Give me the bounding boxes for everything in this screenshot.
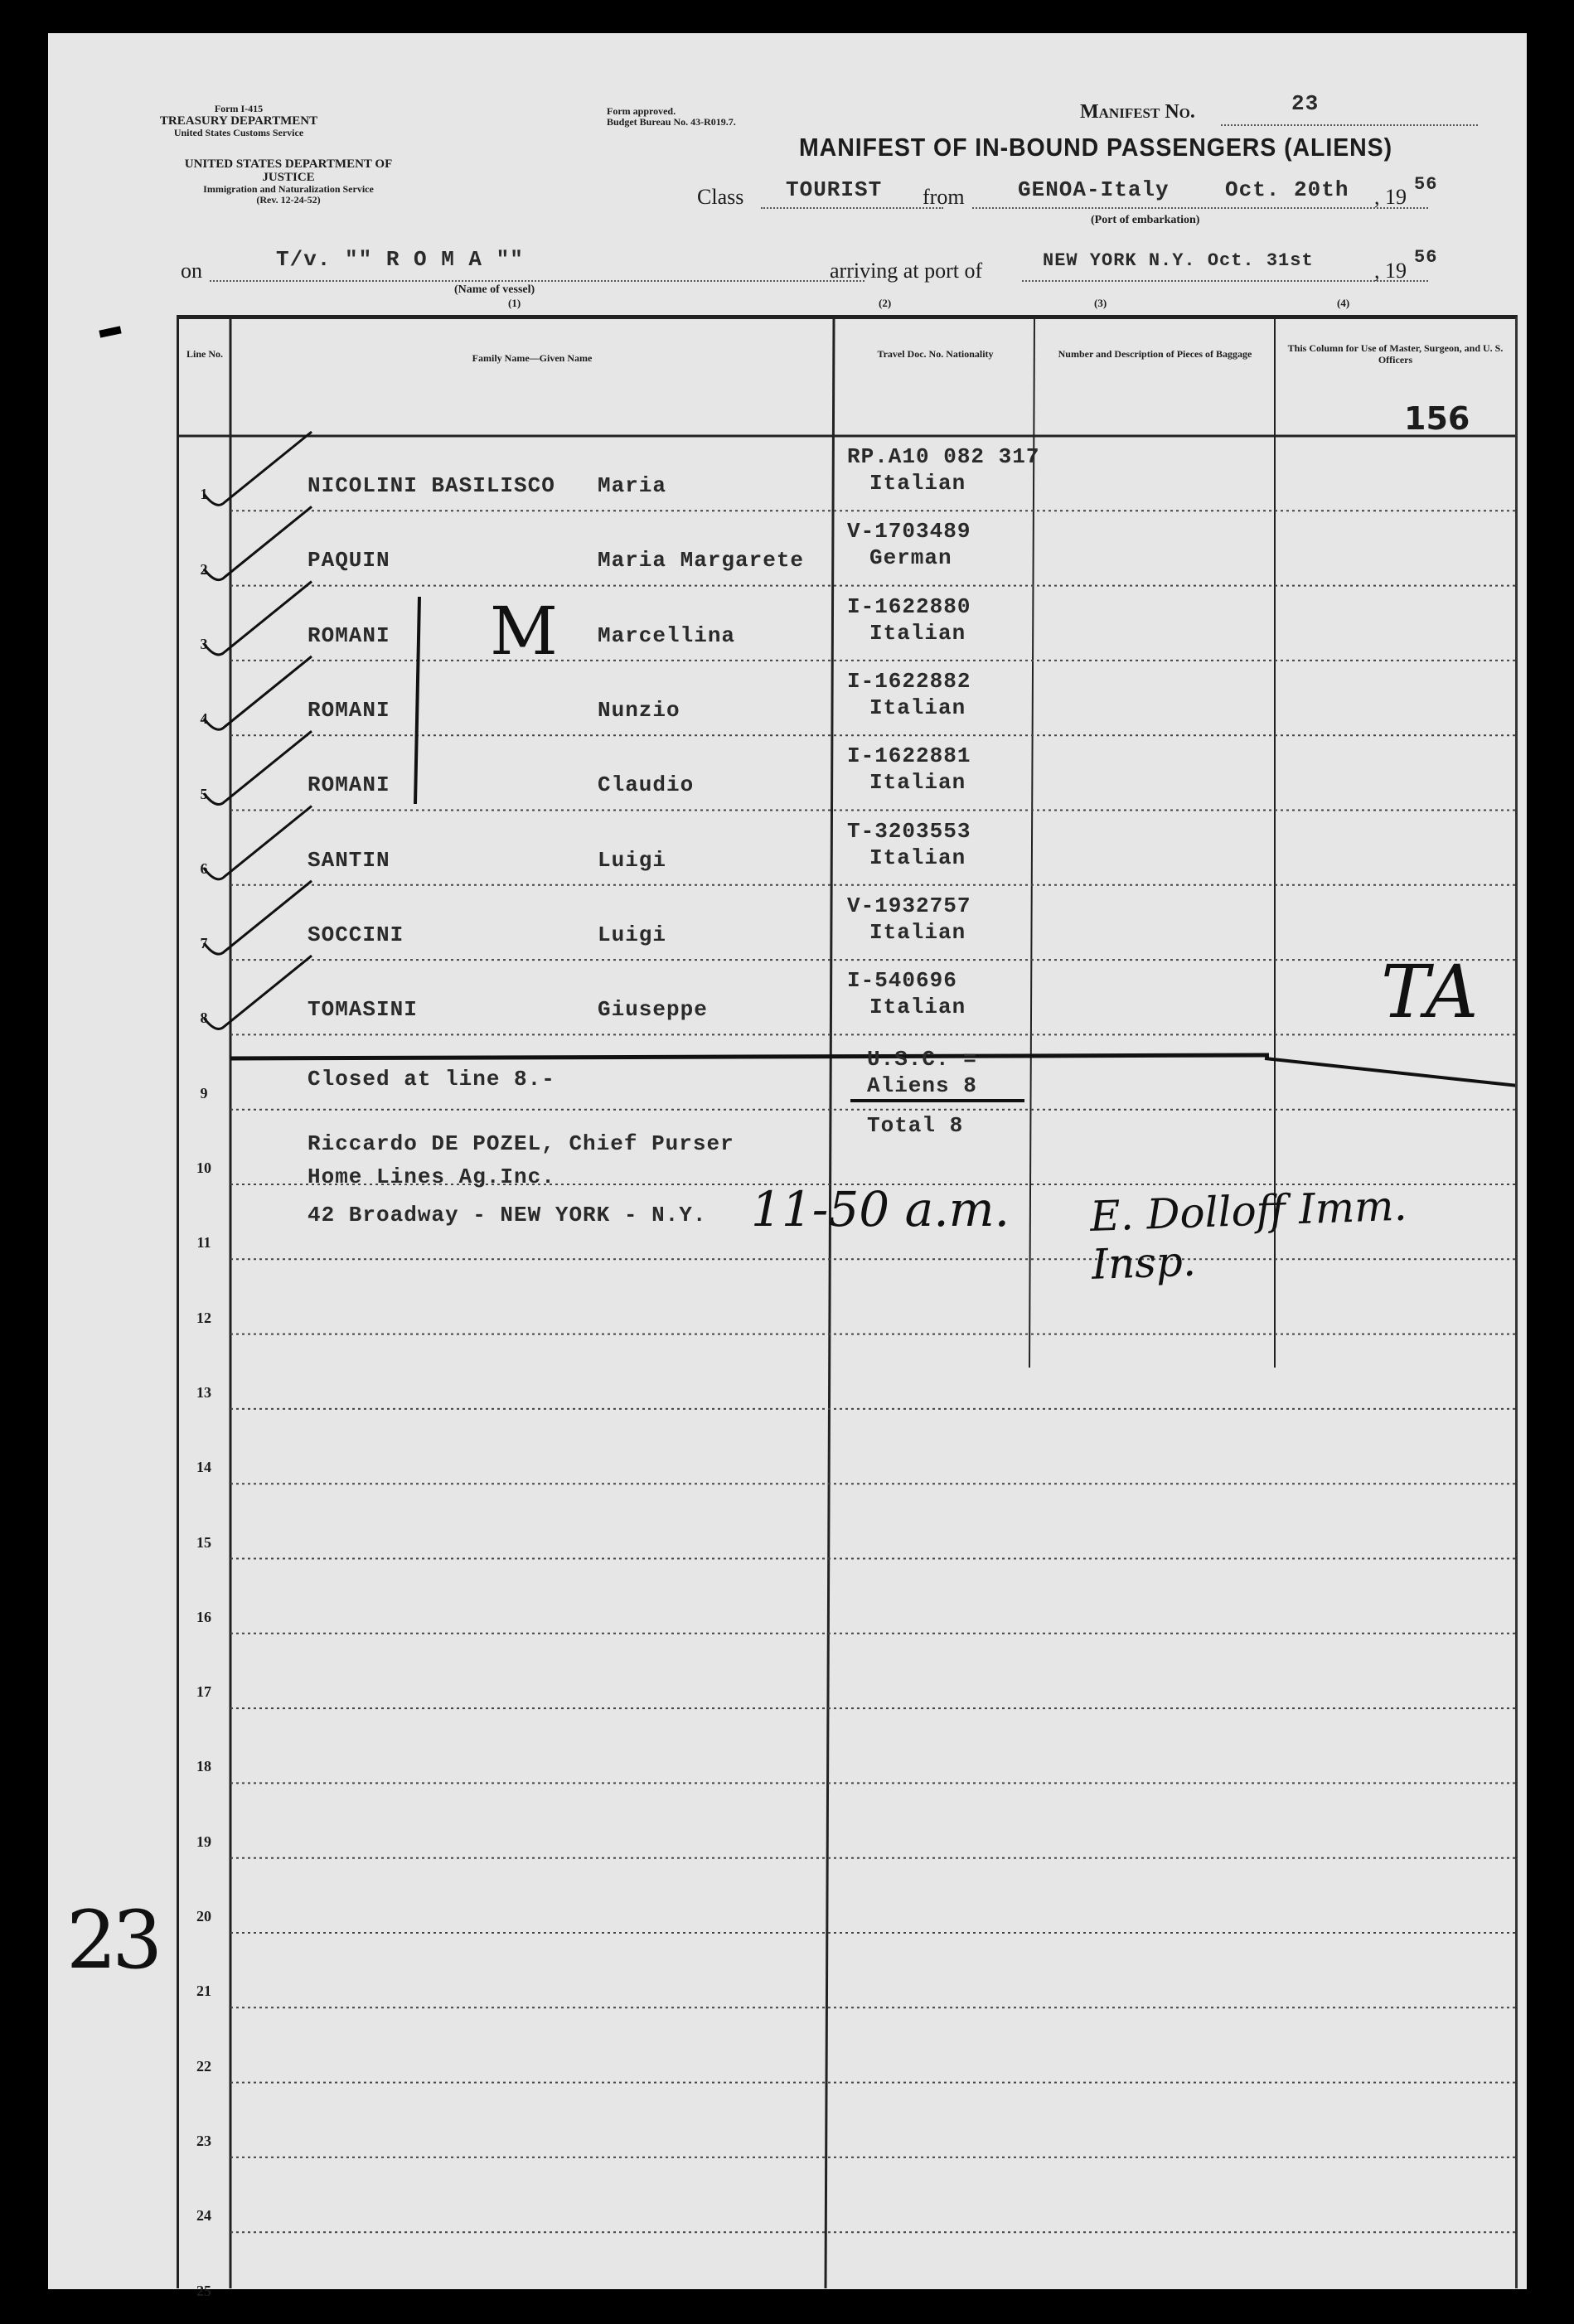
passenger-family-name: PAQUIN [308, 548, 390, 574]
manifest-no-line [1221, 124, 1478, 126]
approval-block [607, 106, 736, 128]
col2-number: (2) [879, 297, 892, 309]
arrival-line [1022, 280, 1428, 282]
aliens-count: Aliens 8 [867, 1073, 977, 1098]
from-line [972, 207, 1428, 209]
from-date: Oct. 20th [1225, 177, 1349, 202]
passenger-nationality: Italian [869, 770, 966, 796]
line-number: 18 [196, 1758, 211, 1775]
line-number: 1 [200, 486, 208, 503]
arrival-port: NEW YORK N.Y. Oct. 31st [1043, 250, 1314, 271]
class-label: Class [697, 185, 744, 209]
passenger-family-name: SOCCINI [308, 922, 404, 947]
line-no-header: Line No. [186, 348, 223, 360]
line-number: 16 [196, 1608, 211, 1625]
handwritten-m: M [490, 593, 558, 670]
ins-line: Immigration and Naturalization Service [203, 183, 374, 195]
arrival-year: 56 [1414, 247, 1438, 268]
line-number: 13 [196, 1383, 211, 1401]
passenger-given-name: Claudio [598, 772, 695, 798]
inspector-signature: E. Dolloff Imm. Insp. [1089, 1181, 1408, 1289]
col3-number: (3) [1094, 297, 1107, 309]
approval-line: Form approved. [607, 105, 676, 117]
col1-number: (1) [508, 297, 521, 309]
from-port: GENOA-Italy [1018, 177, 1170, 202]
passenger-given-name: Maria Margarete [598, 548, 805, 574]
closed-at-line: Closed at line 8.- [308, 1067, 555, 1092]
from-year-prefix: , 19 [1374, 185, 1407, 209]
passenger-travel-doc: RP.A10 082 317 [847, 444, 1040, 469]
passenger-nationality: Italian [869, 695, 966, 720]
passenger-given-name: Luigi [598, 847, 667, 873]
manifest-table [177, 315, 1518, 2299]
passenger-family-name: ROMANI [308, 622, 390, 648]
agent-address: 42 Broadway - NEW YORK - N.Y. [308, 1203, 707, 1227]
manifest-title: MANIFEST OF IN-BOUND PASSENGERS (ALIENS) [799, 133, 1393, 162]
passenger-family-name: ROMANI [308, 697, 390, 723]
revision-line: (Rev. 12-24-52) [256, 194, 321, 206]
passenger-travel-doc: V-1932757 [847, 893, 971, 918]
line-number: 19 [196, 1833, 211, 1850]
line-number: 5 [200, 785, 208, 802]
line-number: 15 [196, 1533, 211, 1551]
passenger-nationality: Italian [869, 845, 966, 870]
line-number: 17 [196, 1683, 211, 1701]
travel-doc-header: Travel Doc. No. Nationality [877, 348, 994, 360]
budget-bureau-line: Budget Bureau No. 43-R019.7. [607, 116, 736, 128]
usc-count: U.S.C. = [867, 1047, 977, 1072]
manifest-no-label: Manifest No. [1080, 101, 1195, 123]
passenger-travel-doc: I-1622880 [847, 593, 971, 619]
line-number: 2 [200, 560, 208, 578]
passenger-given-name: Nunzio [598, 697, 680, 723]
manifest-no-value: 23 [1291, 91, 1320, 116]
line-number: 23 [196, 2132, 211, 2149]
form-header-doj [172, 157, 404, 206]
col4-number: (4) [1337, 297, 1350, 309]
line-number: 11 [196, 1234, 211, 1252]
line-number: 22 [196, 2057, 211, 2075]
from-year: 56 [1414, 174, 1438, 195]
passenger-given-name: Giuseppe [598, 997, 708, 1023]
vessel-name: T/v. "" R O M A "" [276, 247, 524, 272]
name-header: Family Name—Given Name [472, 352, 593, 364]
on-label: on [181, 259, 202, 283]
port-embarkation-caption: (Port of embarkation) [1091, 214, 1200, 226]
passenger-nationality: Italian [869, 471, 966, 496]
passenger-nationality: Italian [869, 620, 966, 646]
passenger-travel-doc: I-1622881 [847, 743, 971, 769]
total-count: Total 8 [867, 1113, 964, 1138]
line-number: 20 [196, 1908, 211, 1925]
line-number: 12 [196, 1309, 211, 1326]
passenger-family-name: NICOLINI BASILISCO [308, 473, 555, 498]
class-value: TOURIST [786, 177, 883, 202]
passenger-travel-doc: I-1622882 [847, 668, 971, 694]
line-number: 24 [196, 2207, 211, 2225]
baggage-header: Number and Description of Pieces of Baggage [1058, 348, 1252, 360]
passenger-given-name: Maria [598, 473, 667, 498]
margin-number: 23 [66, 1894, 158, 1987]
form-number: Form I-415 [214, 103, 264, 114]
arrival-time: 11-50 a.m. [751, 1181, 1010, 1237]
passenger-given-name: Marcellina [598, 622, 736, 648]
form-header-treasury [123, 104, 355, 138]
passenger-nationality: Italian [869, 995, 966, 1020]
passenger-family-name: ROMANI [308, 772, 390, 798]
initials-ta: TA [1381, 949, 1479, 1034]
vessel-caption: (Name of vessel) [454, 283, 535, 296]
line-number: 21 [196, 1983, 211, 2000]
officer-number: 156 [1404, 400, 1470, 437]
arriving-label: arriving at port of [830, 259, 983, 283]
line-number: 6 [200, 859, 208, 877]
passenger-nationality: German [869, 545, 952, 571]
line-number: 14 [196, 1459, 211, 1476]
vessel-line [210, 280, 864, 282]
line-number: 7 [200, 935, 208, 952]
purser-name: Riccardo DE POZEL, Chief Purser [308, 1131, 734, 1156]
passenger-travel-doc: T-3203553 [847, 818, 971, 844]
scan-mark [99, 326, 121, 337]
line-number: 3 [200, 635, 208, 652]
doj-line: UNITED STATES DEPARTMENT OF JUSTICE [184, 157, 393, 184]
line-number: 9 [200, 1084, 208, 1101]
manifest-page [48, 33, 1527, 2299]
line-number: 25 [196, 2282, 211, 2299]
passenger-travel-doc: V-1703489 [847, 519, 971, 545]
line-number: 4 [200, 710, 208, 728]
line-number: 8 [200, 1009, 208, 1027]
passenger-nationality: Italian [869, 919, 966, 945]
agent-name: Home Lines Ag.Inc. [308, 1164, 555, 1189]
passenger-given-name: Luigi [598, 922, 667, 947]
from-label: from [923, 185, 965, 209]
arrival-year-prefix: , 19 [1374, 259, 1407, 283]
treasury-dept: TREASURY DEPARTMENT [159, 114, 318, 128]
line-number: 10 [196, 1160, 211, 1176]
class-line [761, 207, 943, 209]
passenger-family-name: SANTIN [308, 847, 390, 873]
customs-service: United States Customs Service [173, 127, 304, 138]
officers-header: This Column for Use of Master, Surgeon, and U. S. Officers [1287, 342, 1504, 366]
passenger-travel-doc: I-540696 [847, 968, 957, 994]
passenger-family-name: TOMASINI [308, 997, 418, 1023]
